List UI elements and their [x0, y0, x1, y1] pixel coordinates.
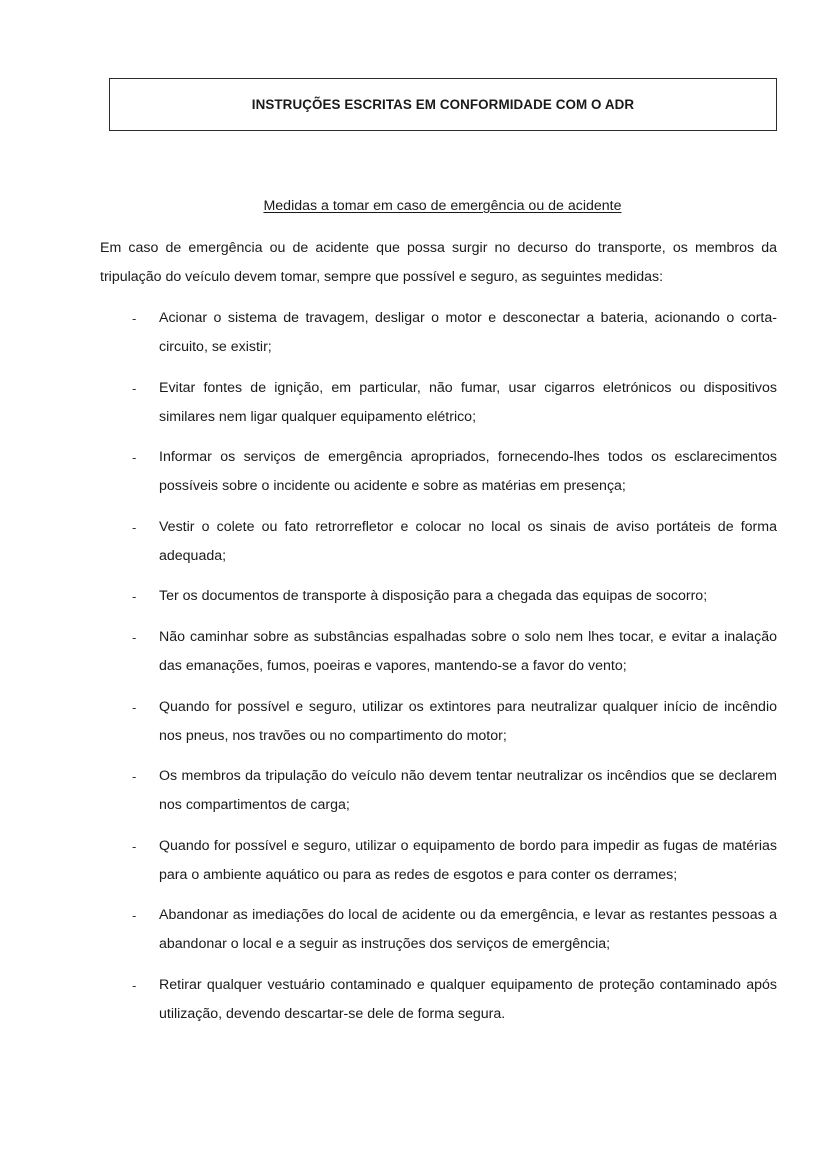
list-item	[100, 901, 777, 959]
list-item-text: Quando for possível e seguro, utilizar o equipamento de bordo para impedir as fugas de matérias para o ambiente aquático ou para as redes de esgotos e para conter os derrames;	[159, 837, 777, 883]
bullet-dash: -	[132, 519, 137, 535]
list-item	[100, 582, 777, 611]
bullet-dash: -	[132, 450, 137, 466]
list-item-text: Evitar fontes de ignição, em particular, não fumar, usar cigarros eletrónicos ou dispositivos similares nem ligar qualquer equipamento elétrico;	[159, 379, 777, 425]
list-item-text: Vestir o colete ou fato retrorrefletor e colocar no local os sinais de aviso portáteis de forma adequada;	[159, 518, 777, 564]
bullet-dash: -	[132, 311, 137, 326]
list-item	[100, 443, 777, 501]
list-item	[100, 693, 777, 751]
list-item	[100, 623, 777, 681]
intro-paragraph: Em caso de emergência ou de acidente que possa surgir no decurso do transporte, os membros da tripulação do veículo devem tomar, sempre que possível e seguro, as seguintes medidas:	[100, 240, 777, 285]
list-item-text: Retirar qualquer vestuário contaminado e qualquer equipamento de proteção contaminado após utilização, devendo descartar-se dele de forma segura.	[159, 976, 777, 1022]
bullet-dash: -	[132, 380, 137, 396]
bullet-dash: -	[132, 589, 137, 605]
bullet-dash: -	[132, 629, 137, 645]
list-item-text: Acionar o sistema de travagem, desligar o motor e desconectar a bateria, acionando o corta-circuito, se existir;	[159, 310, 777, 355]
list-item	[100, 513, 777, 571]
measures-list	[100, 304, 777, 1041]
list-item-text: Quando for possível e seguro, utilizar os extintores para neutralizar qualquer início de incêndio nos pneus, nos travões ou no compartimento do motor;	[159, 698, 777, 744]
list-item-text: Não caminhar sobre as substâncias espalhadas sobre o solo nem lhes tocar, e evitar a inalação das emanações, fumos, poeiras e vapores, mantendo-se a favor do vento;	[159, 628, 777, 674]
list-item	[100, 971, 777, 1029]
document-title: INSTRUÇÕES ESCRITAS EM CONFORMIDADE COM O ADR	[251, 97, 635, 112]
list-item	[100, 832, 777, 890]
list-item-text: Abandonar as imediações do local de acidente ou da emergência, e levar as restantes pessoas a abandonar o local e a seguir as instruções dos serviços de emergência;	[159, 907, 777, 953]
bullet-dash: -	[132, 699, 137, 715]
list-item	[100, 374, 777, 432]
bullet-dash: -	[132, 769, 137, 785]
list-item-text: Informar os serviços de emergência apropriados, fornecendo-lhes todos os esclarecimentos possíveis sobre o incidente ou acidente e sobre as matérias em presença;	[159, 449, 777, 495]
list-item-text: Os membros da tripulação do veículo não devem tentar neutralizar os incêndios que se declarem nos compartimentos de carga;	[159, 768, 777, 814]
list-item-text: Ter os documentos de transporte à disposição para a chegada das equipas de socorro;	[159, 588, 708, 605]
bullet-dash: -	[132, 838, 137, 854]
bullet-dash: -	[132, 908, 137, 924]
list-item	[100, 762, 777, 820]
section-subtitle: Medidas a tomar em caso de emergência ou de acidente	[263, 198, 622, 214]
title-box	[109, 78, 777, 131]
bullet-dash: -	[132, 977, 137, 993]
list-item	[100, 304, 777, 362]
